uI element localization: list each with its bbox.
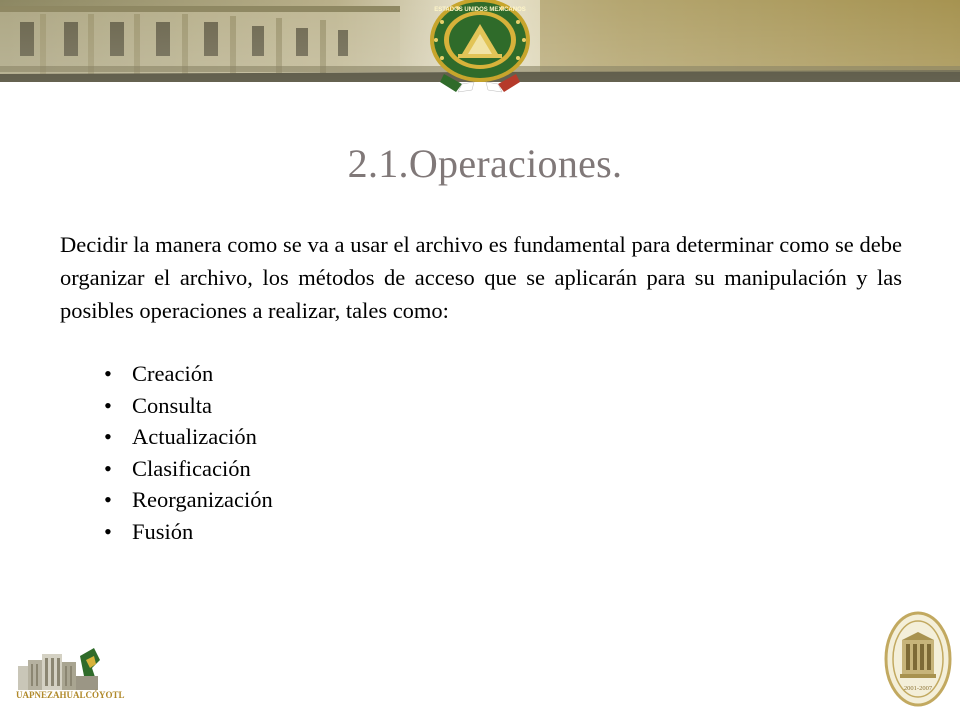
list-item-label: Creación: [132, 361, 214, 386]
bullet-icon: •: [104, 487, 112, 512]
list-item: [104, 484, 273, 516]
operations-list: [104, 358, 273, 547]
list-item-label: Fusión: [132, 518, 194, 544]
bullet-icon: •: [104, 518, 112, 544]
slide-title: 2.1.Operaciones.: [347, 141, 623, 186]
anniversary-text: 2001-2007: [903, 685, 933, 692]
intro-paragraph: Decidir la manera como se va a usar el archivo es fundamental para determinar como se debe organizar el archivo, los métodos de acceso que se aplicarán para su manipulación y las posibles operaciones a realizar, tales como:: [60, 232, 902, 323]
list-item: [104, 358, 273, 390]
anniversary-seal: [884, 610, 952, 708]
university-seal: [422, 0, 538, 96]
list-item-label: Reorganización: [132, 487, 273, 512]
bullet-icon: •: [104, 392, 112, 418]
list-item: [104, 516, 273, 548]
bullet-icon: •: [104, 361, 112, 386]
list-item: [104, 421, 273, 453]
list-item: [104, 390, 273, 422]
uap-logo: [14, 646, 134, 702]
list-item-label: Consulta: [132, 392, 213, 418]
list-item-label: Clasificación: [132, 455, 251, 481]
seal-text: ESTADOS UNIDOS MEXICANOS: [434, 7, 526, 13]
list-item: [104, 453, 273, 485]
uap-logo-text: UAPNEZAHUALCÓYOTL: [16, 690, 125, 700]
bullet-icon: •: [104, 455, 112, 481]
list-item-label: Actualización: [132, 424, 257, 449]
bullet-icon: •: [104, 424, 112, 449]
